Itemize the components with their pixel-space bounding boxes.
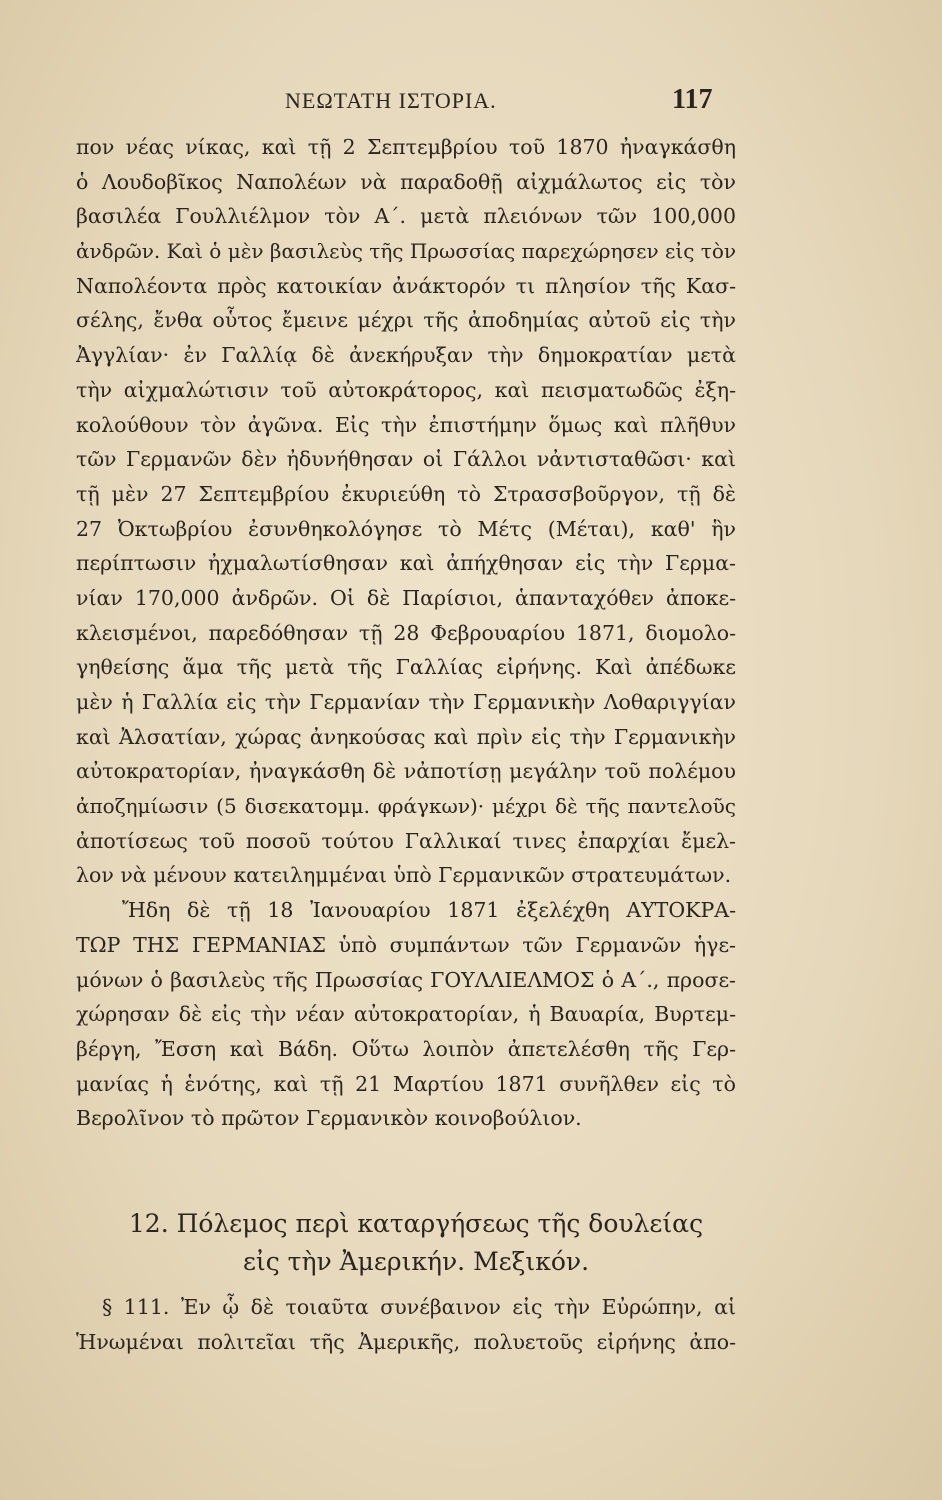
page-header (0, 84, 942, 128)
text-line: νίαν 170,000 ἀνδρῶν. Οἱ δὲ Παρίσιοι, ἁπανταχόθεν ἀποκε- (76, 585, 736, 610)
text-line: τῶν Γερμανῶν δὲν ἠδυνήθησαν οἱ Γάλλοι νἀντισταθῶσι· καὶ (76, 447, 736, 472)
text-line: καὶ Ἀλσατίαν, χώρας ἀνηκούσας καὶ πρὶν εἰς τὴν Γερμανικὴν (76, 724, 736, 749)
text-line: χώρησαν δὲ εἰς τὴν νέαν αὐτοκρατορίαν, ἡ Βαυαρία, Βυρτεμ- (76, 1002, 736, 1027)
text-line: γηθείσης ἅμα τῆς μετὰ τῆς Γαλλίας εἰρήνης. Καὶ ἀπέδωκε (76, 655, 736, 680)
text-line: κολούθουν τὸν ἀγῶνα. Εἰς τὴν ἐπιστήμην ὅμως καὶ πλῆθυν (76, 412, 736, 437)
text-line: Ἀγγλίαν· ἐν Γαλλίᾳ δὲ ἀνεκήρυξαν τὴν δημοκρατίαν μετὰ (76, 343, 736, 368)
text-line: τὴν αἰχμαλώτισιν τοῦ αὐτοκράτορος, καὶ πεισματωδῶς ἐξη- (76, 377, 736, 402)
text-line: ἀποζημίωσιν (5 δισεκατομμ. φράγκων)· μέχρι δὲ τῆς παντελοῦς (76, 794, 736, 819)
section-paragraph (76, 1290, 736, 1359)
text-line: λον νὰ μένουν κατειλημμέναι ὑπὸ Γερμανικῶν στρατευμάτων. (76, 863, 732, 888)
text-line: Ἤδη δὲ τῇ 18 Ἰανουαρίου 1871 ἐξελέχθη ΑΥΤΟΚΡΑ- (122, 898, 736, 923)
section-heading-line: 12. Πόλεμος περὶ καταργήσεως τῆς δουλείας (128, 1209, 704, 1238)
text-line: Βερολῖνον τὸ πρῶτον Γερμανικὸν κοινοβούλιον. (76, 1106, 582, 1131)
text-line: αὐτοκρατορίαν, ἠναγκάσθη δὲ νἀποτίσῃ μεγάλην τοῦ πολέμου (76, 759, 736, 784)
text-line: ΤΩΡ ΤΗΣ ΓΕΡΜΑΝΙΑΣ ὑπὸ συμπάντων τῶν Γερμανῶν ἡγε- (76, 932, 736, 957)
text-line: Ναπολέοντα πρὸς κατοικίαν ἀνάκτορόν τι πλησίον τῆς Κασ- (76, 273, 736, 298)
text-line: βέργη, Ἔσση καὶ Βάδη. Οὕτω λοιπὸν ἀπετελέσθη τῆς Γερ- (76, 1036, 736, 1061)
text-line: 27 Ὀκτωβρίου ἐσυνθηκολόγησε τὸ Μέτς (Μέται), καθ' ἣν (76, 516, 736, 541)
body-text (76, 130, 736, 1136)
text-line: ὁ Λουδοβῖκος Ναπολέων νὰ παραδοθῇ αἰχμάλωτος εἰς τὸν (76, 169, 736, 194)
text-line: μανίας ἡ ἑνότης, καὶ τῇ 21 Μαρτίου 1871 συνῆλθεν εἰς τὸ (76, 1071, 736, 1096)
text-line: τῇ μὲν 27 Σεπτεμβρίου ἐκυριεύθη τὸ Στρασσβοῦργον, τῇ δὲ (76, 481, 736, 506)
section-heading-line: εἰς τὴν Ἀμερικήν. Μεξικόν. (242, 1247, 590, 1276)
text-line: Ἡνωμέναι πολιτεῖαι τῆς Ἀμερικῆς, πολυετοῦς εἰρήνης ἀπο- (76, 1329, 736, 1354)
text-line: μόνων ὁ βασιλεὺς τῆς Πρωσσίας ΓΟΥΛΛΙΕΛΜΟΣ ὁ Α΄., προσε- (76, 967, 736, 992)
text-line: ἀποτίσεως τοῦ ποσοῦ τούτου Γαλλικαί τινες ἐπαρχίαι ἔμελ- (76, 828, 736, 853)
page-number: 117 (672, 84, 713, 115)
running-head: ΝΕΩΤΑΤΗ ΙΣΤΟΡΙΑ. (285, 88, 497, 113)
text-line: § 111. Ἐν ᾧ δὲ τοιαῦτα συνέβαινον εἰς τὴν Εὐρώπην, αἱ (102, 1295, 736, 1319)
text-line: μὲν ἡ Γαλλία εἰς τὴν Γερμανίαν τὴν Γερμανικὴν Λοθαριγγίαν (76, 690, 736, 714)
text-line: ἀνδρῶν. Καὶ ὁ μὲν βασιλεὺς τῆς Πρωσσίας παρεχώρησεν εἰς τὸν (76, 239, 736, 264)
text-line: βασιλέα Γουλλιέλμον τὸν Α΄. μετὰ πλειόνων τῶν 100,000 (76, 204, 736, 229)
text-line: σέλης, ἔνθα οὗτος ἔμεινε μέχρι τῆς ἀποδημίας αὐτοῦ εἰς τὴν (76, 308, 736, 333)
text-line: περίπτωσιν ἠχμαλωτίσθησαν καὶ ἀπήχθησαν εἰς τὴν Γερμα- (76, 551, 736, 576)
text-line: κλεισμένοι, παρεδόθησαν τῇ 28 Φεβρουαρίου 1871, διομολο- (76, 620, 736, 645)
section-heading (76, 1205, 756, 1281)
text-line: πον νέας νίκας, καὶ τῇ 2 Σεπτεμβρίου τοῦ 1870 ἠναγκάσθη (76, 135, 736, 159)
